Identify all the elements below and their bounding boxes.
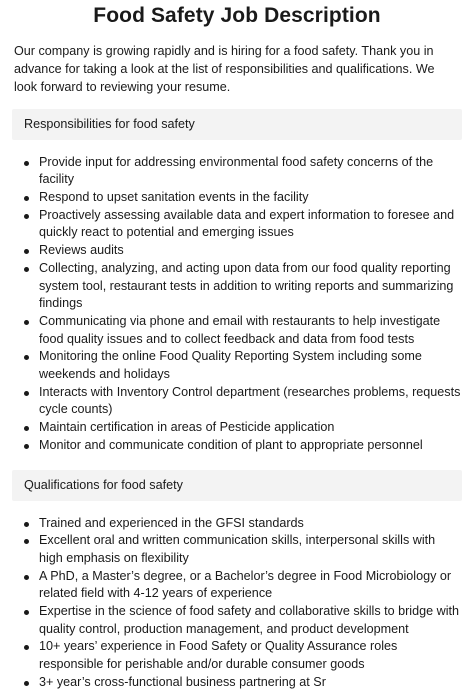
qualification-text: Trained and experienced in the GFSI standards	[39, 515, 304, 530]
responsibility-text: Collecting, analyzing, and acting upon data from our food quality reporting system tool, restaurant tests in addition to writing reports and summarizing findings	[39, 260, 454, 311]
bullet-icon	[24, 196, 29, 201]
responsibilities-list	[12, 154, 462, 455]
bullet-icon	[24, 249, 29, 254]
bullet-icon	[24, 214, 29, 219]
responsibility-text: Maintain certification in areas of Pesticide application	[39, 420, 335, 435]
responsibility-text: Respond to upset sanitation events in the facility	[39, 190, 309, 205]
responsibility-text: Communicating via phone and email with restaurants to help investigate food quality issues and to collect feedback and data from food tests	[39, 313, 441, 346]
responsibility-item	[12, 437, 462, 455]
bullet-icon	[24, 539, 29, 544]
responsibility-text: Monitoring the online Food Quality Reporting System including some weekends and holidays	[39, 349, 422, 382]
qualifications-list	[12, 515, 462, 692]
qualification-text: Excellent oral and written communication skills, interpersonal skills with high emphasis on flexibility	[39, 533, 436, 565]
qualification-text: A PhD, a Master’s degree, or a Bachelor’s degree in Food Microbiology or related field with 4-12 years of experience	[39, 568, 452, 601]
bullet-icon	[24, 681, 29, 686]
qualification-item	[12, 568, 462, 603]
responsibility-item	[12, 348, 462, 383]
responsibility-item	[12, 384, 462, 419]
bullet-icon	[24, 267, 29, 272]
intro-paragraph: Our company is growing rapidly and is hiring for a food safety. Thank you in advance for taking a look at the list of responsibilities and qualifications. We look forward to reviewing your resume.	[14, 44, 435, 95]
responsibility-text: Monitor and communicate condition of plant to appropriate personnel	[39, 437, 423, 452]
responsibility-item	[12, 189, 462, 207]
qualification-item	[12, 674, 462, 692]
qualifications-heading: Qualifications for food safety	[12, 470, 462, 501]
bullet-icon	[24, 426, 29, 431]
qualification-text: 10+ years’ experience in Food Safety or Quality Assurance roles responsible for perishable and/or durable consumer goods	[39, 639, 398, 672]
bullet-icon	[24, 522, 29, 527]
qualification-item	[12, 515, 462, 533]
responsibility-item	[12, 242, 462, 260]
bullet-icon	[24, 575, 29, 580]
bullet-icon	[24, 645, 29, 650]
responsibility-text: Interacts with Inventory Control department (researches problems, requests cycle counts)	[39, 384, 461, 417]
responsibility-item	[12, 260, 462, 313]
responsibility-text: Proactively assessing available data and expert information to foresee and quickly react to potential and emerging issues	[39, 207, 455, 240]
responsibility-item	[12, 154, 462, 189]
responsibility-item	[12, 419, 462, 437]
qualification-item	[12, 638, 462, 673]
bullet-icon	[24, 391, 29, 396]
qualification-item	[12, 603, 462, 638]
responsibility-item	[12, 207, 462, 242]
responsibility-item	[12, 313, 462, 348]
bullet-icon	[24, 444, 29, 449]
bullet-icon	[24, 610, 29, 615]
responsibility-text: Provide input for addressing environmental food safety concerns of the facility	[39, 154, 434, 187]
page-title: Food Safety Job Description	[93, 4, 381, 27]
qualification-text: Expertise in the science of food safety and collaborative skills to bridge with quality control, production management, and product development	[39, 604, 460, 636]
responsibilities-heading: Responsibilities for food safety	[12, 109, 462, 140]
qualification-item	[12, 532, 462, 567]
bullet-icon	[24, 320, 29, 325]
bullet-icon	[24, 355, 29, 360]
bullet-icon	[24, 161, 29, 166]
qualification-text: 3+ year’s cross-functional business partnering at Sr	[39, 674, 326, 689]
responsibility-text: Reviews audits	[39, 243, 124, 258]
